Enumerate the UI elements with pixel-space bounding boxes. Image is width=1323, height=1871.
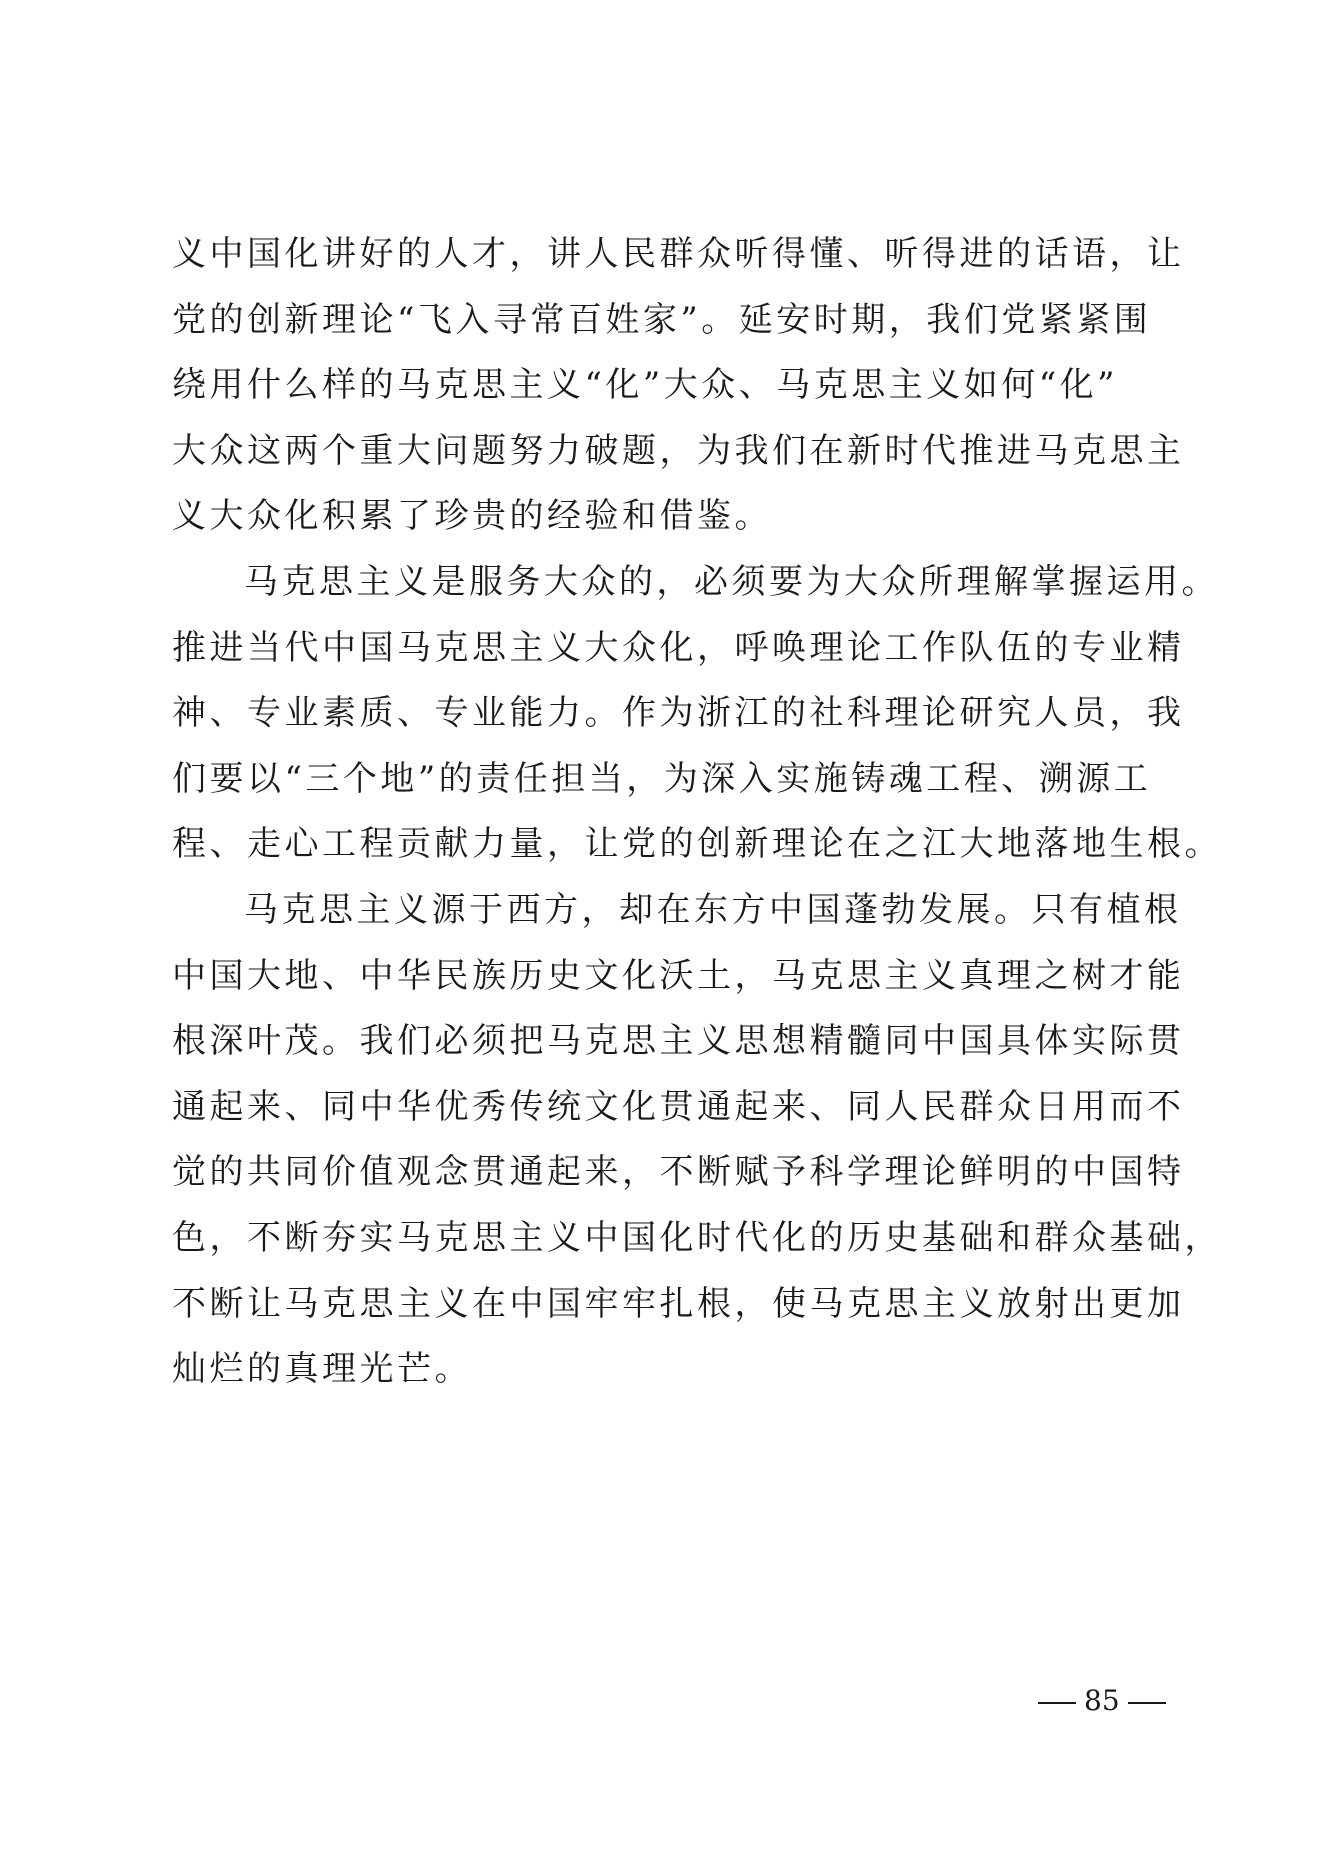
text-line: 中国大地、中华民族历史文化沃土，马克思主义真理之树才能 [172, 955, 1185, 996]
text-line: 通起来、同中华优秀传统文化贯通起来、同人民群众日用而不 [172, 1086, 1185, 1127]
text-line: 灿烂的真理光芒。 [172, 1349, 472, 1390]
page-number [1030, 1683, 1174, 1719]
text-line: 马克思主义源于西方，却在东方中国蓬勃发展。只有植根 [244, 889, 1182, 930]
text-line: 马克思主义是服务大众的，必须要为大众所理解掌握运用。 [244, 561, 1219, 602]
text-line: 程、走心工程贡献力量，让党的创新理论在之江大地落地生根。 [172, 824, 1222, 865]
paragraph-3 [172, 878, 1222, 1403]
text-line: 党的创新理论“飞入寻常百姓家”。延安时期，我们党紧紧围 [172, 299, 1152, 340]
text-line: 义大众化积累了珍贵的经验和借鉴。 [172, 496, 772, 537]
text-line: 义中国化讲好的人才，讲人民群众听得懂、听得进的话语，让 [172, 234, 1185, 274]
body-text [172, 222, 1222, 1403]
paragraph-1 [172, 222, 1185, 550]
text-line: 觉的共同价值观念贯通起来，不断赋予科学理论鲜明的中国特 [172, 1152, 1185, 1193]
text-line: 们要以“三个地”的责任担当，为深入实施铸魂工程、溯源工 [172, 758, 1152, 799]
page-number-dash-left [1038, 1702, 1076, 1704]
paragraph-2 [172, 550, 1222, 878]
text-line: 大众这两个重大问题努力破题，为我们在新时代推进马克思主 [172, 430, 1185, 471]
text-line: 推进当代中国马克思主义大众化，呼唤理论工作队伍的专业精 [172, 627, 1185, 668]
text-line: 不断让马克思主义在中国牢牢扎根，使马克思主义放射出更加 [172, 1283, 1185, 1324]
page-number-dash-right [1128, 1702, 1166, 1704]
text-line: 根深叶茂。我们必须把马克思主义思想精髓同中国具体实际贯 [172, 1021, 1185, 1062]
text-line: 绕用什么样的马克思主义“化”大众、马克思主义如何“化” [172, 365, 1119, 406]
text-line: 色，不断夯实马克思主义中国化时代化的历史基础和群众基础， [172, 1217, 1222, 1258]
page-number-value: 85 [1084, 1684, 1120, 1717]
text-line: 神、专业素质、专业能力。作为浙江的社科理论研究人员，我 [172, 693, 1185, 734]
